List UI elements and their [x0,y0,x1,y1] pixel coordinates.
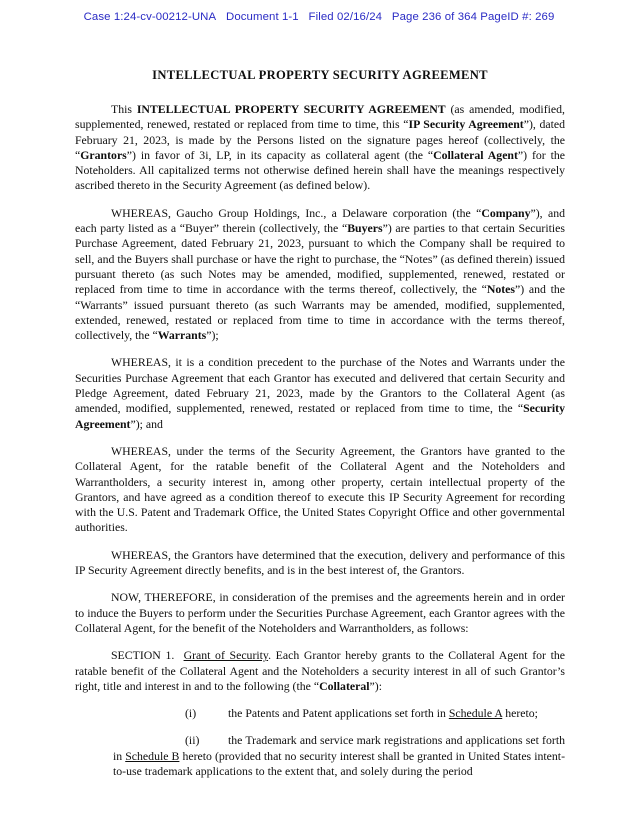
list-item [113,706,565,721]
list-marker: (ii) [185,733,200,748]
text-run: This [111,102,137,116]
paragraph [75,355,565,431]
text-run: NOW, THEREFORE, in consideration of the premises and the agreements herein and in order to induce the Buyers to perform under the Securities Purchase Agreement, each Grantor agrees with the Collateral Agent, for the benefit of the Noteholders and Warrantholders, as follows: [75,590,565,635]
text-run: Schedule B [125,748,180,763]
text-run: the Patents and Patent applications set forth in [228,706,449,721]
document-content [75,67,565,791]
document-title: INTELLECTUAL PROPERTY SECURITY AGREEMENT [152,68,488,82]
text-run: the Trademark and service mark registrations and applications set forth in [113,733,565,763]
text-run: Grant of Security [183,648,269,663]
text-run: Notes [486,282,516,297]
text-run: ”) and the “Warrants” issued pursuant thereto (as such Warrants may be amended, modified, supplemented, extended, renewed, restated or replaced from time to time in accordance with the terms thereof, collectively, the “ [75,282,565,343]
text-run: Grantors [80,147,127,162]
paragraph [75,206,565,344]
text-run: WHEREAS, under the terms of the Security Agreement, the Grantors have granted to the Collateral Agent, for the ratable benefit of the Collateral Agent and the Noteholders and Warrantholders, a security interest in, among other property, certain intellectual property of the Grantors, and have agreed as a condition thereof to execute this IP Security Agreement for recording with the U.S. Patent and Trademark Office, the United States Copyright Office and other governmental authorities. [75,443,565,535]
text-run: ”) are parties to that certain Securities Purchase Agreement, dated February 21, 2023, pursuant to which the Company shall be required to sell, and the Buyers shall purchase or have the right to purchase, the “Notes” (as defined therein) issued pursuant thereto (as such Notes may be amended, modified, supplemented, renewed, restated or replaced from time to time in accordance with the terms thereof, collectively, the “ [75,221,565,297]
paragraph [75,548,565,579]
text-run: Collateral [319,678,370,693]
text-run: (as amended, modified, supplemented, renewed, restated or replaced from time to time, this “ [75,102,565,132]
text-run: ”) in favor of 3i, LP, in its capacity as collateral agent (the “ [126,147,434,162]
list-marker: (i) [185,706,197,721]
text-run: ”): [369,678,382,693]
text-run: ”) for the Noteholders. All capitalized terms not otherwise defined herein shall have the meanings respectively ascribed thereto in the Security Agreement (as defined below). [75,147,565,193]
document-paragraphs [75,102,565,779]
text-run: INTELLECTUAL PROPERTY SECURITY AGREEMENT [136,102,446,116]
paragraph [75,648,565,694]
text-run: Schedule A [448,706,503,721]
text-run: ”), and each party listed as a “Buyer” therein (collectively, the “ [75,205,565,236]
list-item [113,733,565,779]
text-run: . Each Grantor hereby grants to the Collateral Agent for the ratable benefit of the Collateral Agent and the Noteholders a security interest in all of such Grantor’s right, title and interest in and to the following (the “ [75,648,565,693]
text-run: Security Agreement [75,401,565,431]
text-run: Warrants [157,328,207,343]
paragraph [75,102,565,194]
text-run: WHEREAS, it is a condition precedent to the purchase of the Notes and Warrants under the Securities Purchase Agreement that each Grantor has executed and delivered that certain Security and Pledge Agreement, dated February 21, 2023, made by the Grantors to the Collateral Agent (as amended, modified, supplemented, renewed, restated or replaced from time to time, the “ [75,355,565,416]
text-run: IP Security Agreement [408,117,524,132]
text-run: WHEREAS, Gaucho Group Holdings, Inc., a Delaware corporation (the “ [111,205,482,220]
paragraph [75,444,565,536]
text-run: Buyers [347,221,383,236]
case-stamp-header: Case 1:24-cv-00212-UNA Document 1-1 Filed 02/16/24 Page 236 of 364 PageID #: 269 [83,11,555,23]
text-run: Company [481,205,531,220]
text-run: SECTION 1. [111,648,184,663]
text-run: Collateral Agent [433,147,518,162]
text-run: ”); [206,328,219,343]
text-run: hereto (provided that no security interest shall be granted in United States intent-to-use trademark applications to the extent that, and solely during the period [113,748,565,778]
text-run: ”), dated February 21, 2023, is made by the Persons listed on the signature pages hereof (collectively, the “ [75,117,566,162]
text-run: hereto; [502,706,538,721]
text-run: WHEREAS, the Grantors have determined that the execution, delivery and performance of this IP Security Agreement directly benefits, and is in the best interest of, the Grantors. [75,547,565,578]
paragraph [75,590,565,636]
text-run: ”); and [130,416,163,431]
